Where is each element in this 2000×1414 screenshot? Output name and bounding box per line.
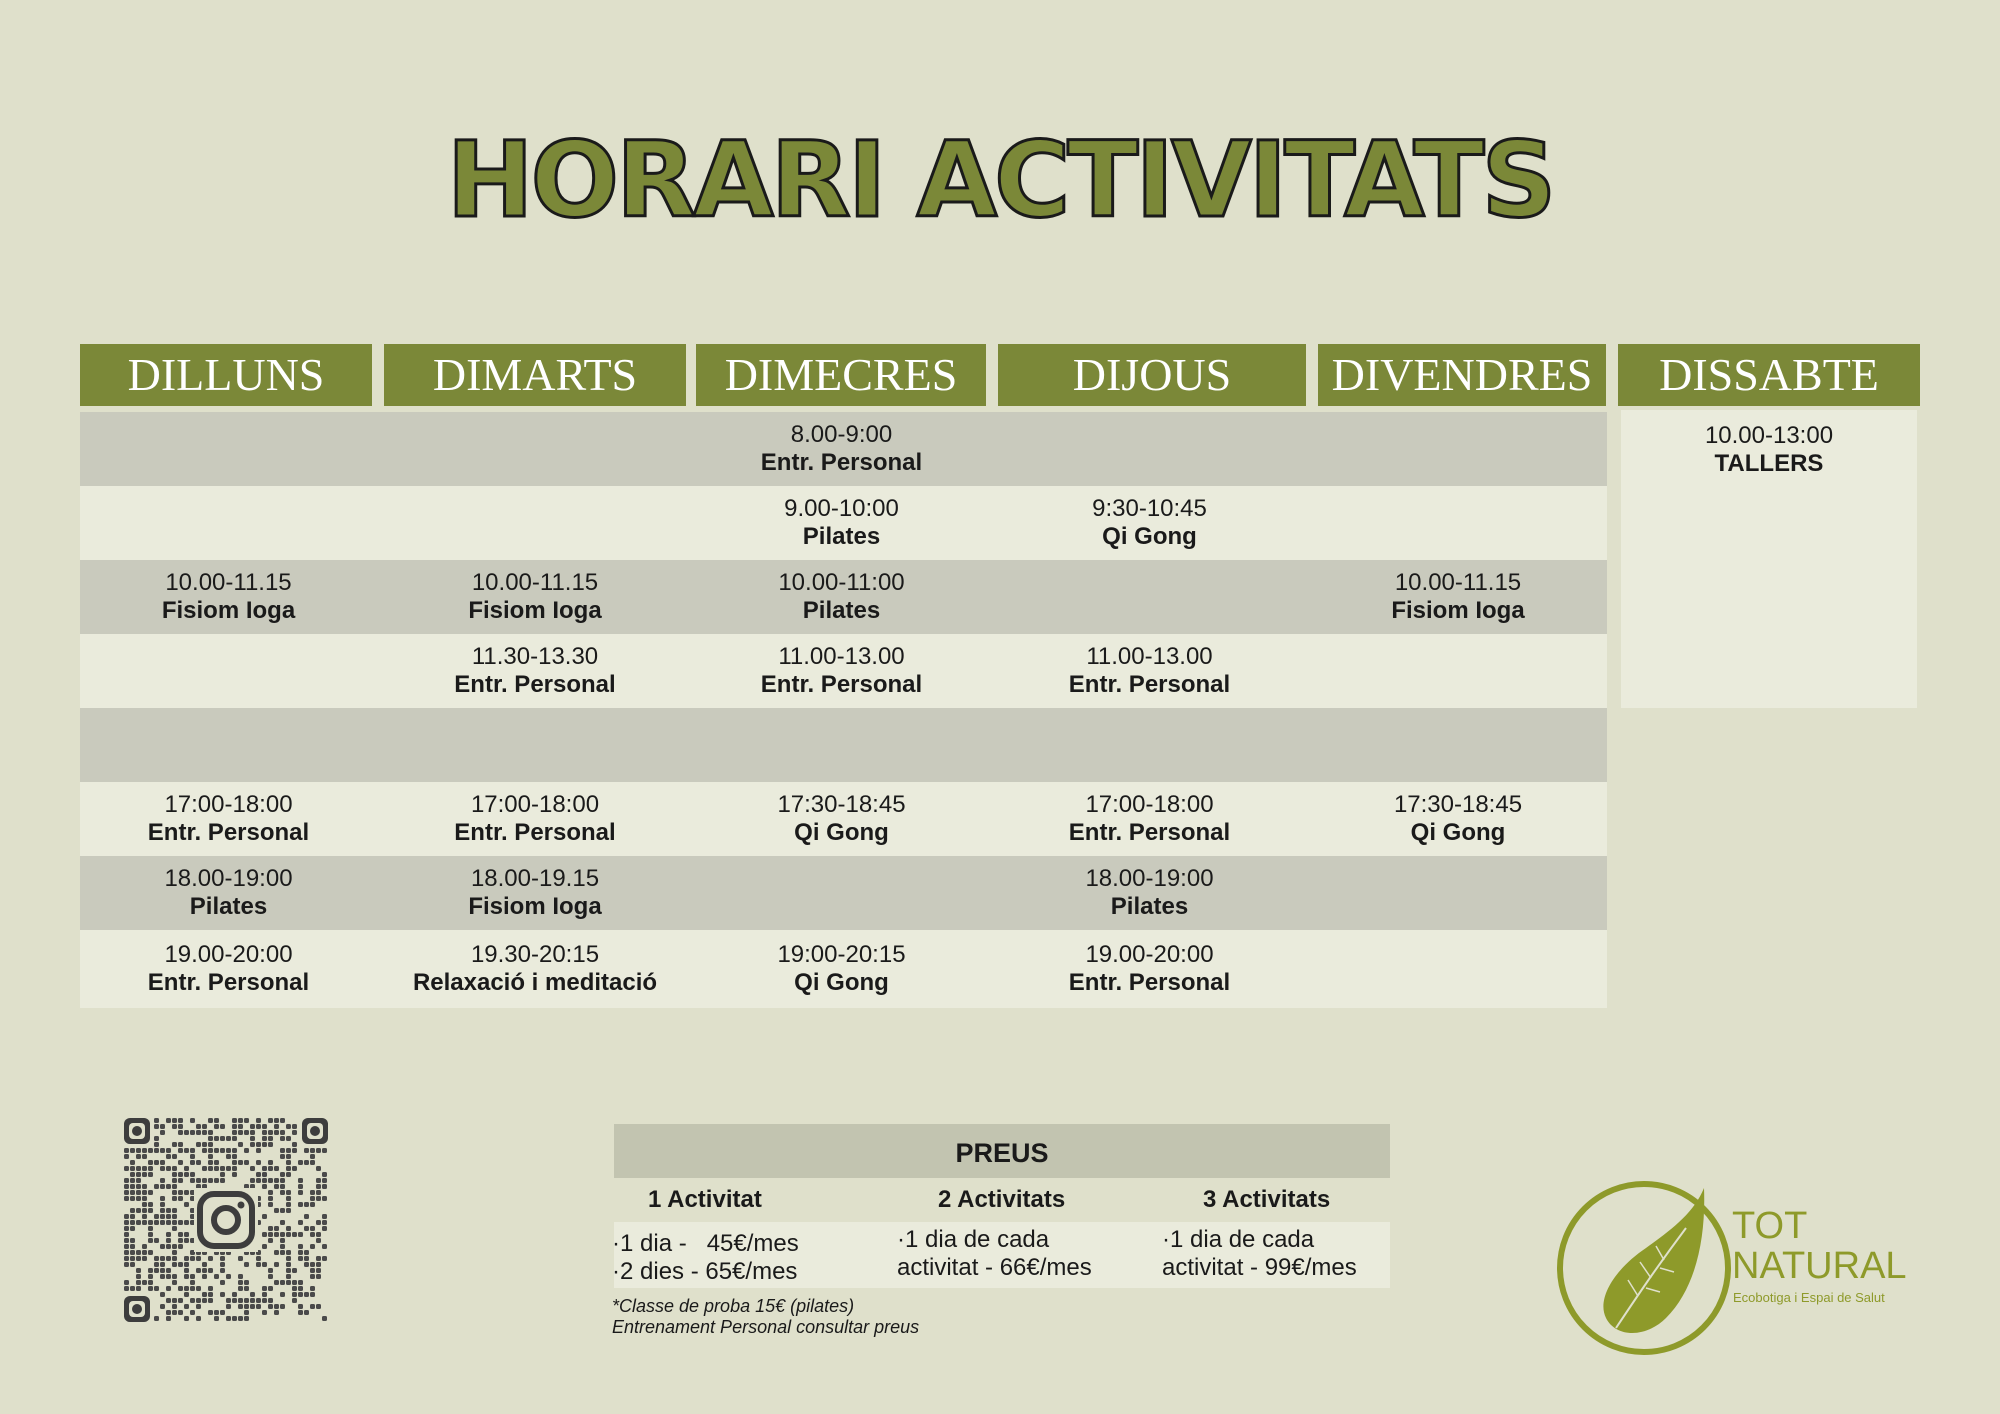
class-activity: Qi Gong bbox=[794, 819, 889, 846]
day-header-dilluns: DILLUNS bbox=[80, 344, 372, 406]
price-label-1: 1 Activitat bbox=[648, 1186, 762, 1213]
page-title: HORARI ACTIVITATS bbox=[446, 119, 1554, 241]
class-time: 11.30-13.30 bbox=[471, 643, 599, 670]
class-time: 11.00-13.00 bbox=[1086, 643, 1213, 670]
price-label-2: 2 Activitats bbox=[938, 1186, 1066, 1213]
schedule-cell bbox=[693, 634, 990, 708]
schedule-cell bbox=[693, 856, 990, 930]
class-time: 11.00-13.00 bbox=[778, 643, 905, 670]
price-label-3: 3 Activitats bbox=[1203, 1186, 1331, 1213]
price-col1-line2: ·2 dies - 65€/mes bbox=[612, 1258, 798, 1285]
price-col2 bbox=[897, 1226, 1092, 1282]
instagram-qr-code[interactable] bbox=[124, 1118, 328, 1322]
day-header-divendres: DIVENDRES bbox=[1318, 344, 1606, 406]
class-activity: Entr. Personal bbox=[454, 819, 616, 846]
schedule-cell bbox=[80, 412, 377, 486]
class-time: 10.00-11.15 bbox=[471, 569, 599, 596]
schedule-cell bbox=[1309, 486, 1607, 560]
schedule-cell bbox=[693, 782, 990, 856]
schedule-cell bbox=[80, 930, 377, 1008]
class-activity: Relaxació i meditació bbox=[412, 969, 658, 996]
schedule-cell bbox=[693, 708, 990, 782]
schedule-cell bbox=[377, 782, 693, 856]
class-activity: Entr. Personal bbox=[1068, 671, 1231, 698]
schedule-cell bbox=[1309, 782, 1607, 856]
class-activity: Pilates bbox=[189, 893, 268, 920]
schedule-cell bbox=[80, 708, 377, 782]
class-activity: Fisiom Ioga bbox=[468, 597, 602, 624]
price-col1-line1: ·1 dia - 45€/mes bbox=[612, 1230, 799, 1257]
class-time: 19.30-20:15 bbox=[470, 941, 600, 968]
schedule-cell bbox=[377, 708, 693, 782]
prices-note-line2: Entrenament Personal consultar preus bbox=[612, 1317, 920, 1337]
day-header-dimarts: DIMARTS bbox=[384, 344, 686, 406]
class-activity: Entr. Personal bbox=[1068, 969, 1231, 996]
logo-tagline: Ecobotiga i Espai de Salut bbox=[1733, 1290, 1885, 1305]
prices-heading: PREUS bbox=[614, 1124, 1390, 1178]
saturday-block bbox=[1621, 410, 1917, 708]
price-col2-line1: ·1 dia de cada bbox=[897, 1226, 1050, 1253]
class-activity: Entr. Personal bbox=[1068, 819, 1231, 846]
schedule-cell bbox=[990, 708, 1309, 782]
class-time: 18.00-19:00 bbox=[1085, 865, 1214, 892]
saturday-time: 10.00-13:00 bbox=[1704, 422, 1834, 449]
class-time: 17:30-18:45 bbox=[1393, 791, 1523, 818]
price-col3 bbox=[1162, 1226, 1357, 1282]
schedule-cell bbox=[990, 412, 1309, 486]
class-time: 9.00-10:00 bbox=[784, 495, 899, 522]
class-activity: Entr. Personal bbox=[760, 449, 923, 476]
schedule-cell bbox=[990, 486, 1309, 560]
schedule-cell bbox=[1309, 634, 1607, 708]
schedule-cell bbox=[1309, 856, 1607, 930]
schedule-cell bbox=[377, 560, 693, 634]
class-activity: Entr. Personal bbox=[147, 969, 310, 996]
day-header-dissabte: DISSABTE bbox=[1618, 344, 1920, 406]
class-activity: Fisiom Ioga bbox=[1391, 597, 1525, 624]
class-activity: Qi Gong bbox=[1410, 819, 1506, 846]
schedule-cell bbox=[990, 634, 1309, 708]
class-time: 10.00-11.15 bbox=[165, 569, 292, 596]
schedule-cell bbox=[80, 782, 377, 856]
schedule-cell bbox=[80, 560, 377, 634]
class-time: 19.00-20:00 bbox=[1085, 941, 1214, 968]
class-activity: Pilates bbox=[802, 597, 881, 624]
class-activity: Pilates bbox=[1110, 893, 1189, 920]
logo-name-line1: TOT bbox=[1732, 1205, 1808, 1247]
schedule-cell bbox=[990, 782, 1309, 856]
class-time: 17:00-18:00 bbox=[164, 791, 293, 818]
class-time: 10.00-11:00 bbox=[778, 569, 905, 596]
schedule-cell bbox=[1309, 560, 1607, 634]
schedule-cell bbox=[377, 486, 693, 560]
price-col3-line1: ·1 dia de cada bbox=[1162, 1226, 1315, 1253]
schedule-cell bbox=[1309, 708, 1607, 782]
class-time: 18.00-19:00 bbox=[164, 865, 293, 892]
schedule-cell bbox=[1309, 930, 1607, 1008]
schedule-cell bbox=[377, 930, 693, 1008]
schedule-cell bbox=[990, 560, 1309, 634]
logo-name-line2: NATURAL bbox=[1732, 1245, 1907, 1287]
price-col2-line2: activitat - 66€/mes bbox=[897, 1254, 1092, 1281]
schedule-cell bbox=[693, 930, 990, 1008]
schedule-cell bbox=[990, 930, 1309, 1008]
schedule-cell bbox=[80, 486, 377, 560]
prices-note bbox=[612, 1296, 919, 1338]
schedule-cell bbox=[377, 412, 693, 486]
class-time: 9:30-10:45 bbox=[1092, 495, 1207, 522]
class-activity: Qi Gong bbox=[794, 969, 889, 996]
day-header-dijous: DIJOUS bbox=[998, 344, 1306, 406]
price-col3-line2: activitat - 99€/mes bbox=[1162, 1254, 1357, 1281]
class-activity: Entr. Personal bbox=[454, 671, 616, 698]
schedule-cell bbox=[377, 856, 693, 930]
price-col1 bbox=[612, 1230, 799, 1286]
class-time: 18.00-19.15 bbox=[470, 865, 600, 892]
schedule-cell bbox=[990, 856, 1309, 930]
saturday-activity: TALLERS bbox=[1714, 450, 1824, 477]
class-activity: Pilates bbox=[802, 523, 881, 550]
class-activity: Qi Gong bbox=[1102, 523, 1197, 550]
schedule-cell bbox=[1309, 412, 1607, 486]
class-time: 17:00-18:00 bbox=[1085, 791, 1214, 818]
class-time: 10.00-11.15 bbox=[1394, 569, 1522, 596]
class-activity: Fisiom Ioga bbox=[161, 597, 296, 624]
schedule-cell bbox=[377, 634, 693, 708]
class-time: 17:00-18:00 bbox=[470, 791, 600, 818]
schedule-cell bbox=[80, 856, 377, 930]
prices-note-line1: *Classe de proba 15€ (pilates) bbox=[612, 1296, 855, 1316]
class-time: 8.00-9:00 bbox=[790, 421, 893, 448]
class-time: 17:30-18:45 bbox=[777, 791, 906, 818]
class-activity: Entr. Personal bbox=[147, 819, 310, 846]
class-activity: Fisiom Ioga bbox=[468, 893, 602, 920]
schedule-cell bbox=[693, 486, 990, 560]
schedule-cell bbox=[693, 560, 990, 634]
class-time: 19.00-20:00 bbox=[164, 941, 293, 968]
class-activity: Entr. Personal bbox=[760, 671, 923, 698]
schedule-cell bbox=[693, 412, 990, 486]
tot-natural-logo-icon bbox=[1556, 1168, 1756, 1368]
logo-name bbox=[1732, 1206, 1907, 1286]
schedule-cell bbox=[80, 634, 377, 708]
class-time: 19:00-20:15 bbox=[777, 941, 906, 968]
day-header-dimecres: DIMECRES bbox=[696, 344, 986, 406]
